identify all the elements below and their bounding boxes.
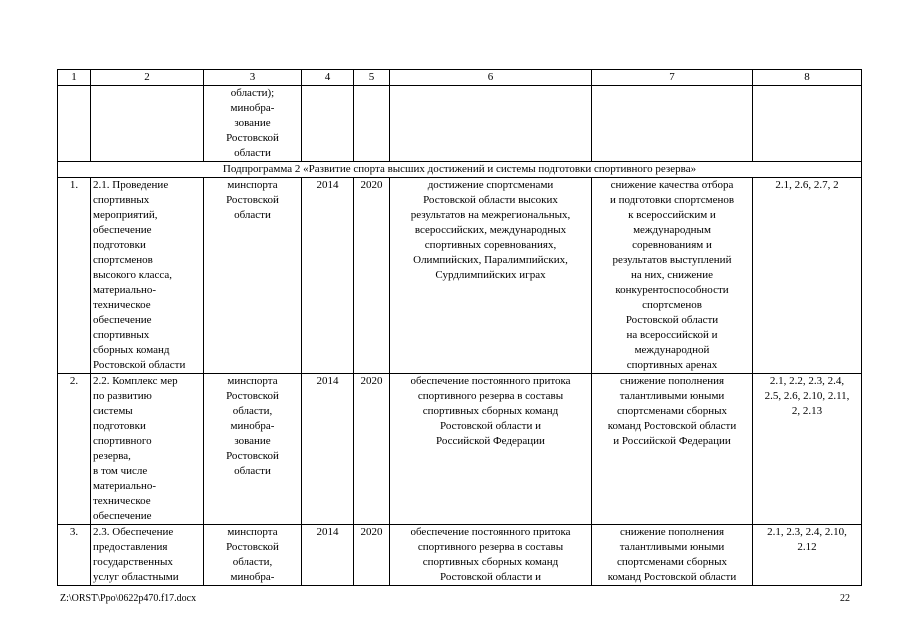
end-year-cell: 2020 xyxy=(354,374,390,525)
responsible-cell: минспорта Ростовской области, минобра- xyxy=(204,525,302,586)
responsible-cell: минспорта Ростовской области xyxy=(204,178,302,374)
expected-result-cell: достижение спортсменами Ростовской области высоких результатов на межрегиональных, всероссийских, международных спортивных соревнованиях, Олимпийских, Паралимпийских, Сурдлимпийских играх xyxy=(390,178,592,374)
column-number: 2 xyxy=(91,70,204,86)
column-number: 3 xyxy=(204,70,302,86)
indicators-cell: 2.1, 2.6, 2.7, 2 xyxy=(753,178,862,374)
column-number: 7 xyxy=(592,70,753,86)
end-year-cell: 2020 xyxy=(354,178,390,374)
table-row xyxy=(58,178,862,374)
row-number: 1. xyxy=(58,178,91,374)
measure-name-cell: 2.3. Обеспечение предоставления государственных услуг областными xyxy=(91,525,204,586)
page-number: 22 xyxy=(840,593,850,604)
row-number: 2. xyxy=(58,374,91,525)
subprogram-row xyxy=(58,162,862,178)
column-number: 5 xyxy=(354,70,390,86)
table-row xyxy=(58,374,862,525)
table-cell xyxy=(354,86,390,162)
start-year-cell: 2014 xyxy=(302,374,354,525)
continuation-row xyxy=(58,86,862,162)
row-number: 3. xyxy=(58,525,91,586)
start-year-cell: 2014 xyxy=(302,178,354,374)
responsible-cell: минспорта Ростовской области, минобра- зование Ростовской области xyxy=(204,374,302,525)
expected-result-cell: обеспечение постоянного притока спортивного резерва в составы спортивных сборных команд Ростовской области и Российской Федерации xyxy=(390,374,592,525)
end-year-cell: 2020 xyxy=(354,525,390,586)
program-table xyxy=(57,69,862,586)
measure-name-cell: 2.2. Комплекс мер по развитию системы подготовки спортивного резерва, в том числе материально- техническое обеспечение xyxy=(91,374,204,525)
table-cell xyxy=(592,86,753,162)
subprogram-title: Подпрограмма 2 «Развитие спорта высших достижений и системы подготовки спортивного резерва» xyxy=(58,162,862,178)
expected-result-cell: обеспечение постоянного притока спортивного резерва в составы спортивных сборных команд Ростовской области и xyxy=(390,525,592,586)
table-cell xyxy=(58,86,91,162)
table-cell xyxy=(302,86,354,162)
column-number-row xyxy=(58,70,862,86)
table-cell xyxy=(753,86,862,162)
consequences-cell: снижение пополнения талантливыми юными спортсменами сборных команд Ростовской области xyxy=(592,525,753,586)
responsible-cell: области); минобра- зование Ростовской области xyxy=(204,86,302,162)
indicators-cell: 2.1, 2.3, 2.4, 2.10, 2.12 xyxy=(753,525,862,586)
consequences-cell: снижение качества отбора и подготовки спортсменов к всероссийским и международным соревнованиям и результатов выступлений на них, снижение конкурентоспособности спортсменов Ростовской области на всероссийской и международной спортивных аренах xyxy=(592,178,753,374)
start-year-cell: 2014 xyxy=(302,525,354,586)
indicators-cell: 2.1, 2.2, 2.3, 2.4, 2.5, 2.6, 2.10, 2.11, 2, 2.13 xyxy=(753,374,862,525)
consequences-cell: снижение пополнения талантливыми юными спортсменами сборных команд Ростовской области и Российской Федерации xyxy=(592,374,753,525)
table-cell xyxy=(390,86,592,162)
column-number: 8 xyxy=(753,70,862,86)
table-row xyxy=(58,525,862,586)
column-number: 4 xyxy=(302,70,354,86)
table-cell xyxy=(91,86,204,162)
document-path: Z:\ORST\Ppo\0622p470.f17.docx xyxy=(60,593,197,604)
column-number: 1 xyxy=(58,70,91,86)
measure-name-cell: 2.1. Проведение спортивных мероприятий, обеспечение подготовки спортсменов высокого класса, материально- техническое обеспечение спортивных сборных команд Ростовской области xyxy=(91,178,204,374)
column-number: 6 xyxy=(390,70,592,86)
